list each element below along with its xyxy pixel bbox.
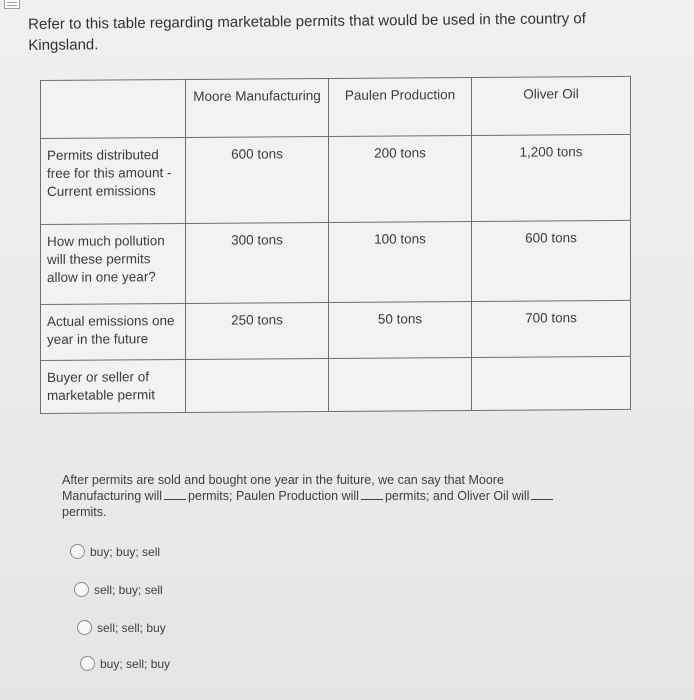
radio-button[interactable] [70,544,85,559]
row-label: Permits distributed free for this amount - Current emissions [41,137,186,224]
table-row [41,300,631,360]
table-row [41,134,631,224]
table-header-row [41,76,631,138]
table-cell: 300 tons [186,222,329,303]
answer-blank [531,499,553,500]
radio-button[interactable] [77,620,92,635]
answer-option[interactable] [74,582,163,597]
option-label: sell; sell; buy [97,620,166,635]
menu-icon [4,0,20,9]
table-cell: 100 tons [329,221,472,302]
question-text-part: permits; and Oliver Oil will [384,489,530,503]
question-text-part: permits; Paulen Production will [188,489,359,503]
question-intro: Refer to this table regarding marketable permits that would be used in the country of Kingsland. [28,10,586,54]
answer-option[interactable] [77,620,166,635]
table-cell: 600 tons [472,220,631,301]
table-header-cell: Paulen Production [329,77,472,136]
table-row [41,356,631,413]
radio-button[interactable] [80,656,95,671]
option-label: sell; buy; sell [94,582,163,597]
table-cell [186,358,329,412]
permits-table [40,76,631,414]
table-cell: 700 tons [472,300,631,357]
table-cell: 600 tons [186,136,329,223]
question-text-part: After permits are sold and bought one year in the fuiture, we can say that Moore Manufacturing will [62,473,504,503]
table-header-cell: Oliver Oil [472,76,631,135]
fill-in-question [62,472,582,520]
table-cell: 1,200 tons [472,134,631,221]
answer-option[interactable] [80,656,170,671]
option-label: buy; sell; buy [100,656,171,671]
table-header-cell [41,79,186,138]
table-cell [472,356,631,410]
answer-option[interactable] [70,544,160,559]
row-label: Actual emissions one year in the future [41,303,186,360]
row-label: How much pollution will these permits allow in one year? [41,223,186,304]
table-row [41,220,631,304]
question-text-part: permits. [62,505,107,519]
table-cell: 250 tons [186,302,329,359]
table-cell: 50 tons [329,301,472,358]
answer-blank [164,499,186,500]
table-cell [329,357,472,411]
table-header-cell: Moore Manufacturing [186,78,329,137]
option-label: buy; buy; sell [90,544,161,559]
row-label: Buyer or seller of marketable permit [41,359,186,413]
answer-blank [361,499,383,500]
radio-button[interactable] [74,582,89,597]
table-cell: 200 tons [329,135,472,222]
